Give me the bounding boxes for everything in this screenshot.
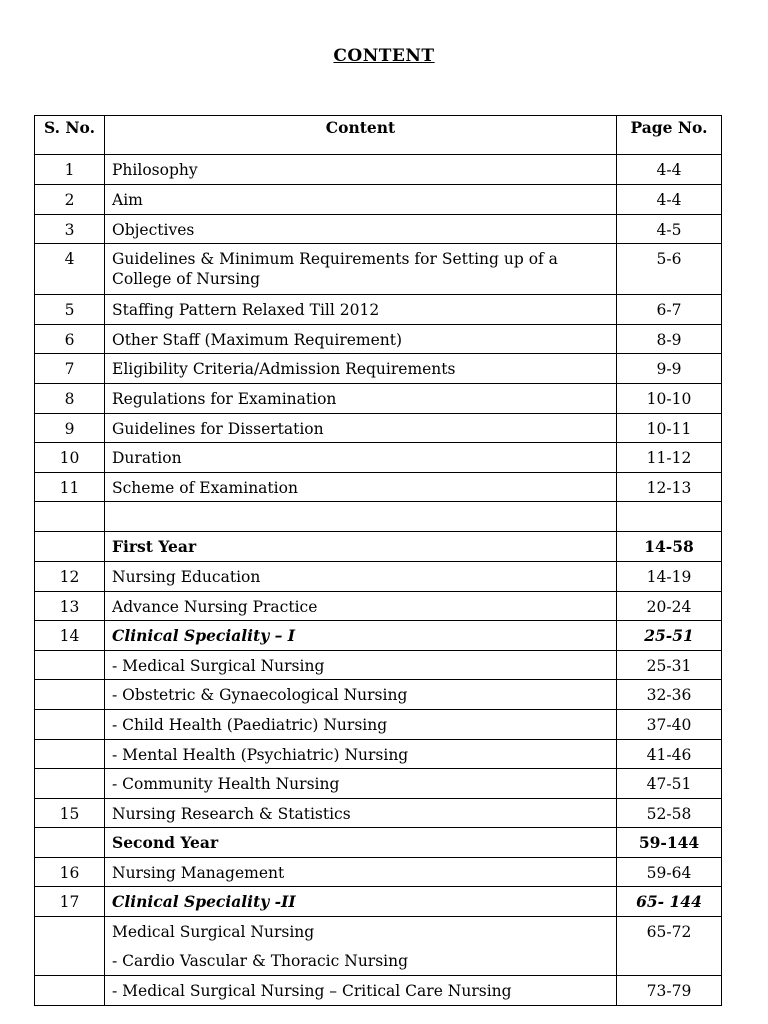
row-sno [35, 917, 105, 976]
row-content [105, 502, 617, 532]
row-sno: 17 [35, 887, 105, 917]
table-row [35, 680, 722, 710]
row-page: 6-7 [617, 295, 722, 325]
row-page: 37-40 [617, 710, 722, 740]
row-content: Staffing Pattern Relaxed Till 2012 [105, 295, 617, 325]
row-content: Nursing Management [105, 858, 617, 887]
row-page: 73-79 [617, 976, 722, 1006]
row-content: Second Year [105, 828, 617, 858]
row-page: 32-36 [617, 680, 722, 710]
row-content: Nursing Education [105, 562, 617, 592]
row-page: 25-51 [617, 621, 722, 651]
row-content: Guidelines & Minimum Requirements for Setting up of a College of Nursing [105, 244, 617, 295]
table-row [35, 473, 722, 502]
row-sno: 6 [35, 325, 105, 354]
row-content: Regulations for Examination [105, 384, 617, 414]
table-row [35, 384, 722, 414]
row-content: Guidelines for Dissertation [105, 414, 617, 443]
table-row [35, 976, 722, 1006]
row-sno: 7 [35, 354, 105, 384]
row-page: 4-4 [617, 155, 722, 185]
table-row [35, 354, 722, 384]
table-row [35, 155, 722, 185]
page-title: CONTENT [333, 46, 435, 66]
row-sno: 1 [35, 155, 105, 185]
table-row [35, 592, 722, 621]
row-content: Aim [105, 185, 617, 215]
table-row [35, 562, 722, 592]
table-header-row [35, 116, 722, 155]
row-sno [35, 502, 105, 532]
contents-table [34, 115, 722, 1006]
table-row [35, 887, 722, 917]
row-content: Duration [105, 443, 617, 473]
row-page: 12-13 [617, 473, 722, 502]
row-content: - Community Health Nursing [105, 769, 617, 799]
table-row [35, 917, 722, 976]
row-page: 4-5 [617, 215, 722, 244]
row-content: Eligibility Criteria/Admission Requirements [105, 354, 617, 384]
row-page: 10-11 [617, 414, 722, 443]
row-content: - Medical Surgical Nursing – Critical Care Nursing [105, 976, 617, 1006]
table-row [35, 244, 722, 295]
row-sno: 8 [35, 384, 105, 414]
table-row [35, 295, 722, 325]
table-row [35, 621, 722, 651]
row-sno: 14 [35, 621, 105, 651]
row-page: 65- 144 [617, 887, 722, 917]
table-row [35, 443, 722, 473]
row-sno [35, 532, 105, 562]
row-sno: 2 [35, 185, 105, 215]
row-page: 14-19 [617, 562, 722, 592]
row-content-line: Medical Surgical Nursing [112, 923, 315, 941]
table-row [35, 325, 722, 354]
row-page: 20-24 [617, 592, 722, 621]
table-row [35, 740, 722, 769]
header-sno: S. No. [35, 116, 105, 155]
row-content: - Mental Health (Psychiatric) Nursing [105, 740, 617, 769]
row-sno [35, 769, 105, 799]
row-sno [35, 976, 105, 1006]
row-sno: 15 [35, 799, 105, 828]
header-page: Page No. [617, 116, 722, 155]
table-row [35, 651, 722, 680]
row-content: Clinical Speciality – I [105, 621, 617, 651]
row-sno: 9 [35, 414, 105, 443]
row-page: 9-9 [617, 354, 722, 384]
table-row [35, 710, 722, 740]
row-page: 5-6 [617, 244, 722, 295]
row-page [617, 502, 722, 532]
row-page: 59-64 [617, 858, 722, 887]
row-content [105, 917, 617, 976]
row-page: 25-31 [617, 651, 722, 680]
row-content-line: - Cardio Vascular & Thoracic Nursing [112, 952, 409, 970]
row-sno: 16 [35, 858, 105, 887]
row-sno [35, 680, 105, 710]
row-page: 65-72 [617, 917, 722, 976]
row-page: 4-4 [617, 185, 722, 215]
row-content: - Obstetric & Gynaecological Nursing [105, 680, 617, 710]
row-sno: 3 [35, 215, 105, 244]
table-row [35, 532, 722, 562]
row-content: - Child Health (Paediatric) Nursing [105, 710, 617, 740]
row-sno [35, 828, 105, 858]
table-row [35, 828, 722, 858]
row-sno: 4 [35, 244, 105, 295]
row-sno: 13 [35, 592, 105, 621]
row-page: 14-58 [617, 532, 722, 562]
row-page: 59-144 [617, 828, 722, 858]
row-page: 10-10 [617, 384, 722, 414]
table-row [35, 799, 722, 828]
row-sno: 12 [35, 562, 105, 592]
row-content: Philosophy [105, 155, 617, 185]
row-content: First Year [105, 532, 617, 562]
row-sno [35, 710, 105, 740]
header-content: Content [105, 116, 617, 155]
table-row [35, 414, 722, 443]
row-sno: 11 [35, 473, 105, 502]
table-row [35, 502, 722, 532]
row-sno [35, 651, 105, 680]
row-page: 8-9 [617, 325, 722, 354]
row-content: Clinical Speciality -II [105, 887, 617, 917]
table-row [35, 185, 722, 215]
row-content: - Medical Surgical Nursing [105, 651, 617, 680]
row-sno [35, 740, 105, 769]
row-content: Objectives [105, 215, 617, 244]
row-sno: 10 [35, 443, 105, 473]
table-row [35, 858, 722, 887]
table-row [35, 769, 722, 799]
row-page: 41-46 [617, 740, 722, 769]
row-sno: 5 [35, 295, 105, 325]
row-content: Other Staff (Maximum Requirement) [105, 325, 617, 354]
table-row [35, 215, 722, 244]
row-content: Advance Nursing Practice [105, 592, 617, 621]
row-page: 47-51 [617, 769, 722, 799]
row-content: Scheme of Examination [105, 473, 617, 502]
row-page: 11-12 [617, 443, 722, 473]
row-content: Nursing Research & Statistics [105, 799, 617, 828]
row-page: 52-58 [617, 799, 722, 828]
